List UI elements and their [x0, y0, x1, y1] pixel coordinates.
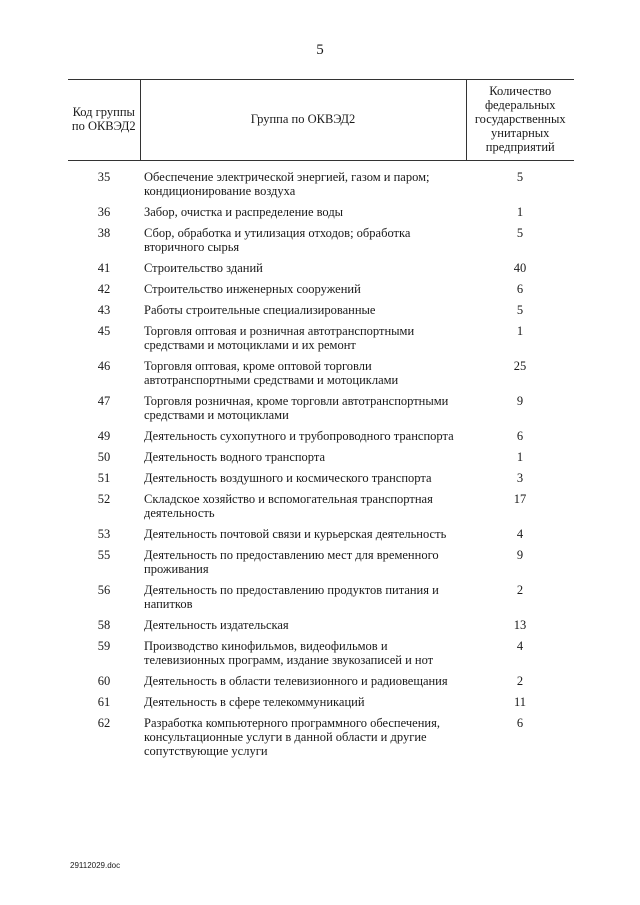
table-header: [68, 80, 574, 161]
row-group-name: Строительство инженерных сооружений: [144, 282, 361, 296]
row-code: 49: [97, 429, 111, 443]
table-row: [68, 527, 574, 548]
table-row: [68, 450, 574, 471]
row-group-name: Торговля оптовая, кроме оптовой торговли автотранспортными средствами и мотоциклами: [144, 359, 399, 387]
table-row: [68, 205, 574, 226]
row-group-name: Деятельность в сфере телекоммуникаций: [144, 695, 365, 709]
row-count: 9: [516, 548, 524, 562]
row-group-name: Деятельность по предоставлению мест для временного проживания: [144, 548, 439, 576]
table-row: [68, 618, 574, 639]
okved-table: [68, 79, 574, 765]
row-group-name: Деятельность по предоставлению продуктов питания и напитков: [144, 583, 439, 611]
header-group: Группа по ОКВЭД2: [140, 80, 466, 161]
row-count: 1: [516, 205, 524, 219]
row-group-name: Разработка компьютерного программного обеспечения, консультационные услуги в данной области и другие сопутствующие услуги: [144, 716, 440, 758]
table-row: [68, 170, 574, 205]
table-body: [68, 161, 574, 766]
row-code: 36: [97, 205, 111, 219]
table-row: [68, 261, 574, 282]
row-group-name: Строительство зданий: [144, 261, 263, 275]
row-group-name: Забор, очистка и распределение воды: [144, 205, 344, 219]
row-group-name: Работы строительные специализированные: [144, 303, 376, 317]
header-spacer: [68, 161, 574, 171]
row-count: 4: [516, 527, 524, 541]
header-count: Количество федеральных государственных унитарных предприятий: [466, 80, 574, 161]
row-code: 52: [97, 492, 111, 506]
table-row: [68, 695, 574, 716]
table-row: [68, 359, 574, 394]
row-code: 41: [97, 261, 111, 275]
table-row: [68, 583, 574, 618]
row-group-name: Производство кинофильмов, видеофильмов и телевизионных программ, издание звукозаписей и нот: [144, 639, 434, 667]
row-count: 5: [516, 303, 524, 317]
row-code: 35: [97, 170, 111, 184]
row-code: 51: [97, 471, 111, 485]
row-group-name: Торговля розничная, кроме торговли автотранспортными средствами и мотоциклами: [144, 394, 449, 422]
row-count: 40: [513, 261, 527, 275]
table-row: [68, 548, 574, 583]
row-count: 6: [516, 716, 524, 730]
table-row: [68, 674, 574, 695]
row-code: 55: [97, 548, 111, 562]
row-code: 59: [97, 639, 111, 653]
footer-file-name: 29112029.doc: [70, 861, 121, 870]
row-code: 45: [97, 324, 111, 338]
row-count: 1: [516, 324, 524, 338]
row-code: 38: [97, 226, 111, 240]
row-code: 42: [97, 282, 111, 296]
row-count: 25: [513, 359, 527, 373]
row-count: 5: [516, 226, 524, 240]
row-code: 43: [97, 303, 111, 317]
table-row: [68, 394, 574, 429]
header-code: Код группы по ОКВЭД2: [68, 80, 140, 161]
row-group-name: Деятельность сухопутного и трубопроводного транспорта: [144, 429, 454, 443]
row-code: 46: [97, 359, 111, 373]
table-row: [68, 429, 574, 450]
row-count: 6: [516, 429, 524, 443]
row-code: 61: [97, 695, 111, 709]
row-count: 9: [516, 394, 524, 408]
row-count: 11: [513, 695, 527, 709]
row-count: 1: [516, 450, 524, 464]
row-count: 5: [516, 170, 524, 184]
row-count: 2: [516, 674, 524, 688]
row-code: 60: [97, 674, 111, 688]
table-row: [68, 639, 574, 674]
row-group-name: Деятельность водного транспорта: [144, 450, 326, 464]
row-group-name: Деятельность воздушного и космического транспорта: [144, 471, 432, 485]
row-code: 58: [97, 618, 111, 632]
row-count: 6: [516, 282, 524, 296]
row-count: 4: [516, 639, 524, 653]
page-number: 5: [316, 42, 324, 58]
row-code: 53: [97, 527, 111, 541]
row-group-name: Обеспечение электрической энергией, газом и паром; кондиционирование воздуха: [144, 170, 430, 198]
row-code: 50: [97, 450, 111, 464]
row-group-name: Деятельность в области телевизионного и радиовещания: [144, 674, 448, 688]
row-count: 13: [513, 618, 527, 632]
row-group-name: Складское хозяйство и вспомогательная транспортная деятельность: [144, 492, 433, 520]
row-code: 56: [97, 583, 111, 597]
row-code: 47: [97, 394, 111, 408]
table-row: [68, 471, 574, 492]
row-group-name: Торговля оптовая и розничная автотранспортными средствами и мотоциклами и их ремонт: [144, 324, 415, 352]
table-row: [68, 492, 574, 527]
row-group-name: Деятельность издательская: [144, 618, 289, 632]
row-count: 2: [516, 583, 524, 597]
table-row: [68, 324, 574, 359]
table-row: [68, 282, 574, 303]
table-row: [68, 226, 574, 261]
row-count: 3: [516, 471, 524, 485]
row-group-name: Сбор, обработка и утилизация отходов; обработка вторичного сырья: [144, 226, 411, 254]
table-row: [68, 303, 574, 324]
row-count: 17: [513, 492, 527, 506]
row-group-name: Деятельность почтовой связи и курьерская деятельность: [144, 527, 447, 541]
table-row: [68, 716, 574, 765]
row-code: 62: [97, 716, 111, 730]
